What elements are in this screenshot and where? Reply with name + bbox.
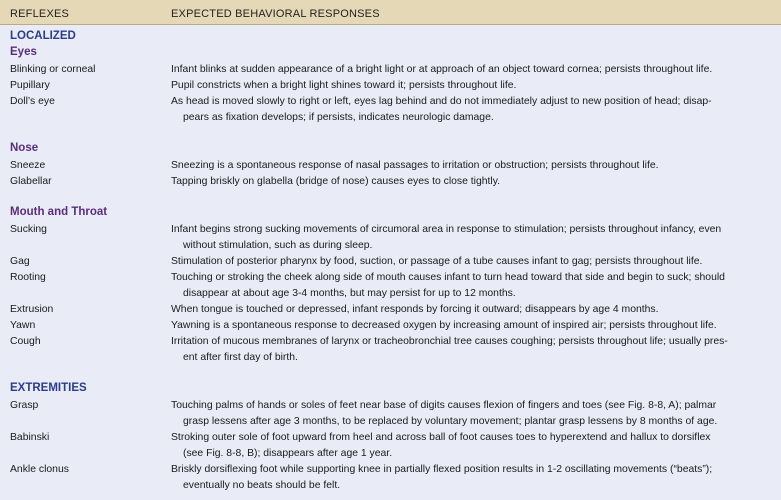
reflex-response: Infant blinks at sudden appearance of a bright light or at approach of an object toward cornea; persists throughout life. xyxy=(171,64,713,75)
response-line: Touching or stroking the cheek along side of mouth causes infant to turn head toward that side and begin to suck; should xyxy=(171,272,725,283)
response-line-continued: ent after first day of birth. xyxy=(183,351,298,363)
reflex-response: Yawning is a spontaneous response to decreased oxygen by increasing amount of inspired air; persists throughout life. xyxy=(171,320,717,331)
response-line: Touching palms of hands or soles of feet near base of digits causes flexion of fingers and toes (see Fig. 8-8, A); palmar xyxy=(171,400,717,411)
section-localized: LOCALIZED xyxy=(10,30,76,42)
reflex-response: Tapping briskly on glabella (bridge of nose) causes eyes to close tightly. xyxy=(171,176,501,187)
reflex-response xyxy=(171,430,768,461)
reflex-name: Glabellar xyxy=(10,176,52,187)
reflex-name: Doll’s eye xyxy=(10,96,55,107)
reflex-response: When tongue is touched or depressed, infant responds by forcing it outward; disappears by age 4 months. xyxy=(171,304,659,315)
reflex-response xyxy=(171,398,768,429)
response-line-continued: eventually no beats should be felt. xyxy=(183,479,341,491)
reflex-response: Sneezing is a spontaneous response of nasal passages to irritation or obstruction; persists throughout life. xyxy=(171,160,659,171)
response-line: Briskly dorsiflexing foot while supporting knee in partially flexed position results in 1-2 oscillating movements (“beats”); xyxy=(171,464,713,475)
reflex-response: Stimulation of posterior pharynx by food, suction, or passage of a tube causes infant to gag; persists throughout life. xyxy=(171,256,703,267)
response-line-continued: grasp lessens after age 3 months, to be replaced by voluntary movement; plantar grasp lessens by 8 months of age. xyxy=(183,415,718,427)
reflex-name: Babinski xyxy=(10,432,50,443)
reflex-name: Pupillary xyxy=(10,80,50,91)
table-header xyxy=(0,0,781,25)
response-line: Stroking outer sole of foot upward from heel and across ball of foot causes toes to hyperextend and hallux to dorsiflex xyxy=(171,432,711,443)
reflex-name: Grasp xyxy=(10,400,39,411)
reflex-name: Rooting xyxy=(10,272,46,283)
column-header-reflexes: REFLEXES xyxy=(10,8,70,20)
reflex-response xyxy=(171,462,768,493)
response-line-continued: (see Fig. 8-8, B); disappears after age 1 year. xyxy=(183,447,393,459)
response-line-continued: pears as fixation develops; if persists, indicates neurologic damage. xyxy=(183,111,494,123)
section-extremities: EXTREMITIES xyxy=(10,382,87,394)
reflex-response xyxy=(171,334,768,365)
response-line: Irritation of mucous membranes of larynx or tracheobronchial tree causes coughing; persists throughout life; usually pres- xyxy=(171,336,728,347)
reflex-name: Cough xyxy=(10,336,41,347)
reflex-response: Pupil constricts when a bright light shines toward it; persists throughout life. xyxy=(171,80,517,91)
reflex-name: Sucking xyxy=(10,224,47,235)
response-line-continued: disappear at about age 3-4 months, but may persist for up to 12 months. xyxy=(183,287,516,299)
reflex-name: Blinking or corneal xyxy=(10,64,96,75)
subsection-mouth-throat: Mouth and Throat xyxy=(10,206,108,218)
column-header-responses: EXPECTED BEHAVIORAL RESPONSES xyxy=(171,8,380,20)
reflex-response xyxy=(171,94,768,125)
reflex-name: Sneeze xyxy=(10,160,46,171)
response-line: Infant begins strong sucking movements of circumoral area in response to stimulation; persists throughout infancy, even xyxy=(171,224,722,235)
reflex-response xyxy=(171,222,768,253)
reflex-name: Ankle clonus xyxy=(10,464,69,475)
reflex-name: Extrusion xyxy=(10,304,54,315)
reflex-name: Gag xyxy=(10,256,30,267)
subsection-eyes: Eyes xyxy=(10,46,37,58)
response-line: As head is moved slowly to right or left, eyes lag behind and do not immediately adjust to new position of head; disap- xyxy=(171,96,712,107)
subsection-nose: Nose xyxy=(10,142,39,154)
reflex-name: Yawn xyxy=(10,320,36,331)
response-line-continued: without stimulation, such as during sleep. xyxy=(183,239,373,251)
reflex-response xyxy=(171,270,768,301)
